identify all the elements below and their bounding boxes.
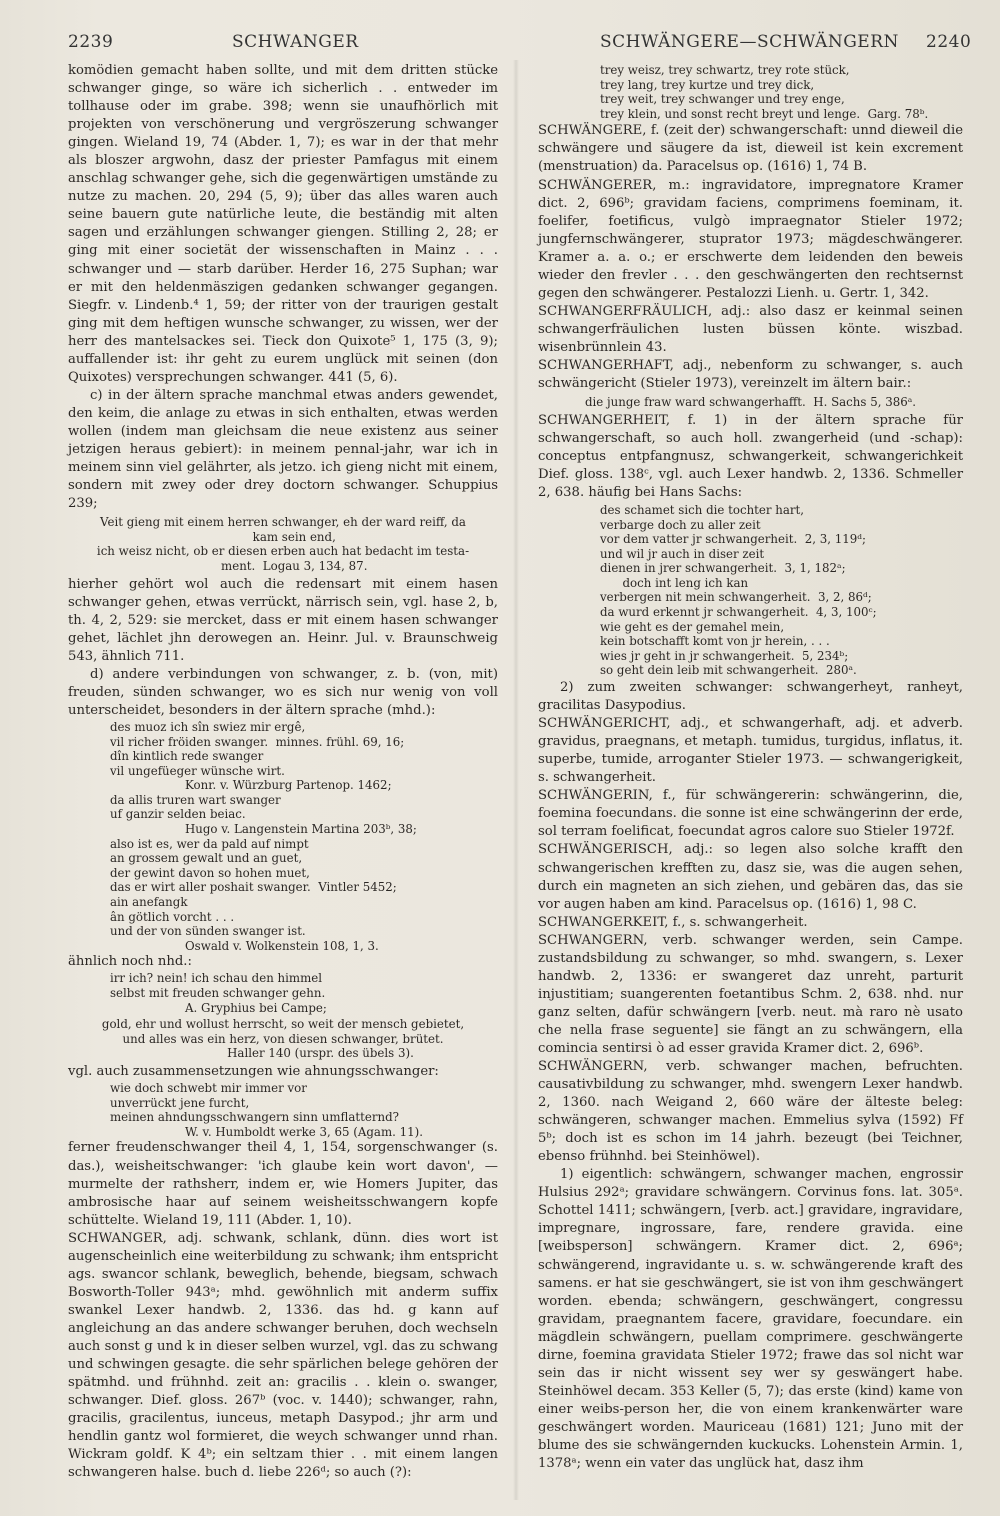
- left-page-number: 2239: [68, 32, 114, 52]
- paragraph: SCHWANGERHEIT, f. 1) in der ältern sprache für schwangerschaft, so auch holl. zwangerheid (und -schap): conceptus entpfangnusz, schwangerkeit, schwangerichkeit Dief. gloss. 138ᶜ, vgl. auch Lexer handwb. 2, 1336. Schmeller 2, 638. häufig bei Hans Sachs:: [538, 412, 963, 500]
- paragraph: SCHWÄNGERE, f. (zeit der) schwangerschaft: unnd dieweil die schwängere und säugere da ist, dieweil ist kein excrement (menstruation) da. Paracelsus op. (1616) 1, 74 B.: [538, 123, 963, 175]
- paragraph: SCHWÄNGERIN, f., für schwängererin: schwängerinn, die, foemina foecundans. die sonne ist eine schwängerinn der erde, sol terram foelificat, foecundat agros calore suo Stieler 1972f.: [538, 788, 963, 840]
- paragraph: vgl. auch zusammensetzungen wie ahnungsschwanger:: [68, 1064, 439, 1080]
- paragraph: SCHWANGERN, verb. schwanger werden, sein Campe. zustandsbildung zu schwanger, so mhd. swangern, s. Lexer handwb. 2, 1336: er swangeret daz unreht, parturit injustitiam; suangerenten foetantibus Schm. 2, 638. nhd. nur ganz selten, dafür schwängern [verb. neut. mà raro nè usato che nella frase seguente] sie fängt an zu schwängern, ella comincia sentirsi ò ad esser gravida Kramer dict. 2, 696ᵇ.: [538, 932, 963, 1056]
- paragraph: SCHWÄNGERN, verb. schwanger machen, befruchten. causativbildung zu schwanger, mhd. swengern Lexer handwb. 2, 1360. nach Weigand 2, 660 wäre der älteste beleg: schwängeren, schwanger machen. Emmelius sylva (1592) Ff 5ᵇ; doch ist es schon im 14 jahrh. bezeugt (bei Teichner, ebenso frühnhd. bei Steinhöwel).: [538, 1059, 963, 1165]
- left-column: [68, 62, 498, 1482]
- right-column: [538, 62, 963, 1473]
- paragraph: SCHWÄNGERER, m.: ingravidatore, impregnatore Kramer dict. 2, 696ᵇ; gravidam faciens, comprimens foeminam, it. foelifer, foetificus, vulgò impraegnator Stieler 1972; jungfernschwängerer, stuprator 1973; mägdeschwängerer. Kramer a. a. o.; er erschwerte dem leidenden den beweis wieder den frevler . . . den geschwängerten den rechtsernst gegen den schwängerer. Pestalozzi Lienh. u. Gertr. 1, 342.: [538, 177, 963, 301]
- paragraph: hierher gehört wol auch die redensart mit einem hasen schwanger gehen, etwas verrückt, närrisch sein, vgl. hase 2, b, th. 4, 2, 529: sie mercket, dass er mit einem hasen schwanger gehet, lächlet jhn derowegen an. Heinr. Jul. v. Braunschweig 543, ähnlich 711.: [68, 576, 498, 664]
- paragraph: 1) eigentlich: schwängern, schwanger machen, engrossir Hulsius 292ᵃ; gravidare schwängern. Corvinus fons. lat. 305ᵃ. Schottel 1411; schwängern, [verb. act.] gravidare, ingravidare, impregnare, ingrossare, fare, rendere gravida. eine [weibsperson] schwängern. Kramer dict. 2, 696ᵃ; schwängerend, ingravidante u. s. w. schwängerende kraft des samens. er hat sie geschwängert, sie ist von ihm geschwängert worden. ebenda; schwängern, geschwängert, congressu gravidam, praegnantem facere, gravidare, foecundare. ein mägdlein schwängern, puellam comprimere. geschwängerte dirne, foemina gravidata Stieler 1972; frawe das sol nicht war sein das ir nicht wissent sey wer sy geswängert habe. Steinhöwel decam. 353 Keller (5, 7); das erste (kind) kame von einer weibs-person her, die von einem krankenwärter ware geschwängert worden. Mauriceau (1681) 121; Juno mit der blume des sie schwängernden kuckucks. Lohenstein Armin. 1, 1378ᵃ; wenn ein vater das unglück hat, dasz ihm: [538, 1167, 963, 1472]
- verse-quotation: des muoz ich sîn swiez mir ergê, vil richer fröiden swanger. minnes. frühl. 69, 16; dîn kintlich rede swanger vil ungefüeger wünsche wirt. Konr. v. Würzburg Partenop. 1462; da allis truren wart swanger uf ganzir selden beiac. Hugo v. Langenstein Martina 203ᵇ, 38; also ist es, wer da pald auf nimpt an grossem gewalt und an guet, der gewint davon so hohen muet, das er wirt aller poshait swanger. Vintler 5452; ain anefangk ân götlich vorcht . . . und der von sünden swanger ist. Oswald v. Wolkenstein 108, 1, 3.: [110, 719, 417, 953]
- paragraph: komödien gemacht haben sollte, und mit dem dritten stücke schwanger ginge, so wäre ich sicherlich . . entweder im tollhause oder im grabe. 398; wenn sie unaufhörlich mit projekten von verschönerung und vergröszerung schwanger gingen. Wieland 19, 74 (Abder. 1, 7); es war in der that mehr als bloszer argwohn, dasz der priester Pamfagus mit einem anschlag schwanger gehe, sich die gegenwärtigen umstände zu nutze zu machen. 20, 294 (5, 9); über das alles waren auch seine bauern gute natürliche leute, die beständig mit alten sagen und erzählungen schwanger giengen. Stilling 2, 28; er ging mit einer societät der wissenschaften in Mainz . . . schwanger und — starb darüber. Herder 16, 275 Suphan; war er mit den heldenmäszigen gedanken schwanger gegangen. Siegfr. v. Lindenb.⁴ 1, 59; der ritter von der traurigen gestalt ging mit dem heftigen wunsche schwanger, zu wissen, wer der herr des mantelsackes sei. Tieck don Quixote⁵ 1, 175 (3, 9); auffallender ist: ihr geht zu eurem unglück mit seinen (don Quixotes) versprechungen schwanger. 441 (5, 6).: [68, 63, 498, 385]
- verse-quotation: des schamet sich die tochter hart, verbarge doch zu aller zeit vor dem vatter jr schwangerheit. 2, 3, 119ᵈ; und wil jr auch in diser zeit dienen in jrer schwangerheit. 3, 1, 182ᵃ; doch int leng ich kan verbergen nit mein schwangerheit. 3, 2, 86ᵈ; da wurd erkennt jr schwangerheit. 4, 3, 100ᶜ; wie geht es der gemahel mein, kein botschafft komt von jr herein, . . . wies jr geht in jr schwangerheit. 5, 234ᵇ; so geht dein leib mit schwangerheit. 280ᵃ.: [600, 502, 877, 678]
- paragraph: 2) zum zweiten schwanger: schwangerheyt, ranheyt, gracilitas Dasypodius.: [538, 680, 963, 714]
- paragraph: c) in der ältern sprache manchmal etwas anders gewendet, den keim, die anlage zu etwas in sich enthalten, etwas werden wollen (indem man gleichsam die neue existenz aus seiner jetzigen heraus gebiert): in meinem pennal-jahr, war ich in meinem sinn viel gelährter, als jetzo. ich gieng nicht mit einem, sondern mit zwey oder drey doctorn schwanger. Schuppius 239;: [68, 387, 498, 512]
- paragraph: d) andere verbindungen von schwanger, z. b. (von, mit) freuden, sünden schwanger, wo es sich nur wenig von voll unterscheidet, besonders in der ältern sprache (mhd.):: [68, 666, 498, 718]
- paragraph: ferner freudenschwanger theil 4, 1, 154, sorgenschwanger (s. das.), weisheitschwanger: 'ich glaube kein wort davon', — murmelte der rathsherr, indem er, wie Homers Jupiter, das ambrosische haar auf seinem weisheitsschwangern kopfe schüttelte. Wieland 19, 111 (Abder. 1, 10).: [68, 1140, 498, 1228]
- paragraph: SCHWANGER, adj. schwank, schlank, dünn. dies wort ist augenscheinlich eine weiterbildung zu schwank; ihm entspricht ags. swancor schlank, beweglich, behende, biegsam, schwach Bosworth-Toller 943ᵃ; mhd. gewöhnlich mit anderm suffix swankel Lexer handwb. 2, 1336. das hd. g kann auf angleichung an das andere schwanger beruhen, doch wechseln auch sonst g und k in dieser selben wurzel, vgl. das zu schwang und schwingen gesagte. die sehr spärlichen belege gehören der spätmhd. und frühnhd. zeit an: gracilis . . klein o. swanger, schwanger. Dief. gloss. 267ᵇ (voc. v. 1440); schwanger, rahn, gracilis, gracilentus, iunceus, metaph Dasypod.; jhr arm und hendlin gantz wol formieret, die weych schwanger unnd rhan. Wickram goldf. K 4ᵇ; ein seltzam thier . . mit einem langen schwangeren halse. buch d. liebe 226ᵈ; so auch (?):: [68, 1230, 498, 1481]
- paragraph: SCHWÄNGERISCH, adj.: so legen also solche krafft den schwangerischen krefften zu, dasz sie, was die augen sehen, durch ein magneten an sich ziehen, und gebären das, das sie vor augen haben am kind. Paracelsus op. (1616) 1, 98 C.: [538, 842, 963, 912]
- right-page-number: 2240: [926, 32, 972, 52]
- paragraph: ähnlich noch nhd.:: [68, 954, 192, 970]
- paragraph: SCHWANGERFRÄULICH, adj.: also dasz er keinmal seinen schwangerfräulichen lusten büssen könte. wiszbad. wisenbrünnlein 43.: [538, 303, 963, 355]
- right-running-title: SCHWÄNGERE—SCHWÄNGERN: [600, 32, 899, 52]
- paragraph: SCHWÄNGERICHT, adj., et schwangerhaft, adj. et adverb. gravidus, praegnans, et metaph. tumidus, turgidus, inflatus, it. superbe, tumide, arroganter Stieler 1973. — schwangerigkeit, s. schwangerheit.: [538, 716, 963, 786]
- verse-quotation: die junge fraw ward schwangerhafft. H. Sachs 5, 386ᵃ.: [584, 395, 917, 410]
- page-fold-shadow: [513, 60, 519, 1500]
- verse-quotation: irr ich? nein! ich schau den himmel selbst mit freuden schwanger gehn. A. Gryphius bei Campe;: [110, 971, 327, 1015]
- verse-quotation: wie doch schwebt mir immer vor unverrückt jene furcht, meinen ahndungsschwangern sinn umflatternd? W. v. Humboldt werke 3, 65 (Agam. 11).: [110, 1081, 423, 1139]
- paragraph: SCHWANGERKEIT, f., s. schwangerheit.: [538, 914, 808, 930]
- verse-quotation: gold, ehr und wollust herrscht, so weit der mensch gebietet, und alles was ein herz, von diesen schwanger, brütet. Haller 140 (urspr. des übels 3).: [101, 1017, 465, 1061]
- verse-quotation: Veit gieng mit einem herren schwanger, eh der ward reiff, da kam sein end, ich weisz nicht, ob er diesen erben auch hat bedacht im testa- ment. Logau 3, 134, 87.: [96, 515, 470, 573]
- verse-quotation: trey weisz, trey schwartz, trey rote stück, trey lang, trey kurtze und trey dick, trey weit, trey schwanger und trey enge, trey klein, und sonst recht breyt und lenge. Garg. 78ᵇ.: [600, 63, 929, 121]
- paragraph: SCHWANGERHAFT, adj., nebenform zu schwanger, s. auch schwängericht (Stieler 1973), vereinzelt im ältern bair.:: [538, 357, 963, 392]
- left-running-title: SCHWANGER: [232, 32, 359, 52]
